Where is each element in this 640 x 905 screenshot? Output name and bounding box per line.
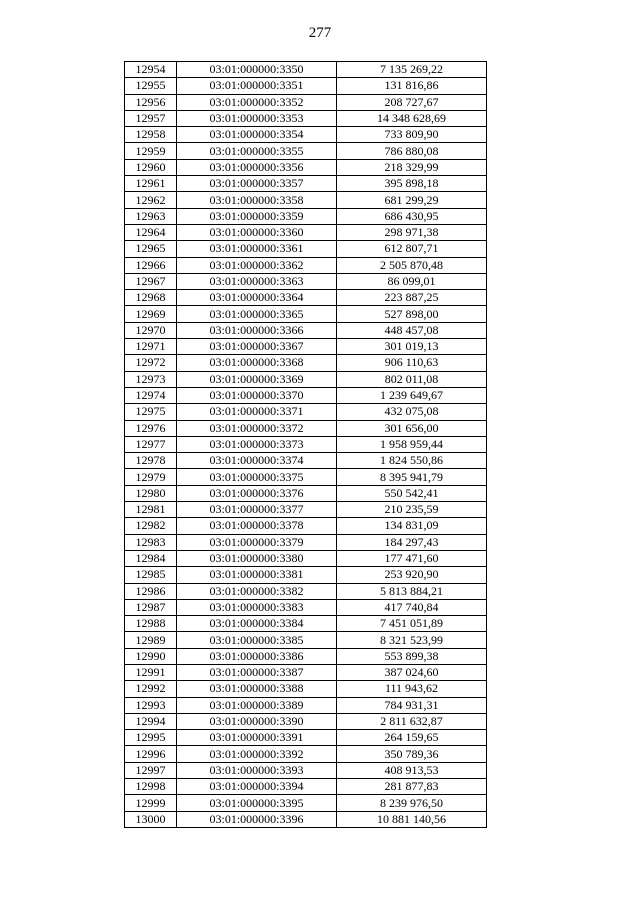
cadastral-number-cell: 03:01:000000:3359	[177, 208, 337, 224]
cadastral-number-cell: 03:01:000000:3372	[177, 420, 337, 436]
cadastral-number-cell: 03:01:000000:3394	[177, 779, 337, 795]
cadastral-number-cell: 03:01:000000:3353	[177, 110, 337, 126]
table-row	[125, 273, 487, 289]
cadastral-number-cell: 03:01:000000:3357	[177, 176, 337, 192]
cadastral-value-cell: 14 348 628,69	[337, 110, 487, 126]
cadastral-value-cell: 395 898,18	[337, 176, 487, 192]
cadastral-value-cell: 210 235,59	[337, 502, 487, 518]
row-number-cell: 12958	[125, 127, 177, 143]
row-number-cell: 12966	[125, 257, 177, 273]
cadastral-number-cell: 03:01:000000:3378	[177, 518, 337, 534]
row-number-cell: 13000	[125, 811, 177, 827]
row-number-cell: 12970	[125, 322, 177, 338]
cadastral-number-cell: 03:01:000000:3371	[177, 404, 337, 420]
cadastral-value-cell: 1 958 959,44	[337, 436, 487, 452]
table-row	[125, 550, 487, 566]
cadastral-value-cell: 86 099,01	[337, 273, 487, 289]
cadastral-number-cell: 03:01:000000:3354	[177, 127, 337, 143]
cadastral-number-cell: 03:01:000000:3358	[177, 192, 337, 208]
table-row	[125, 616, 487, 632]
cadastral-number-cell: 03:01:000000:3385	[177, 632, 337, 648]
cadastral-value-cell: 208 727,67	[337, 94, 487, 110]
cadastral-number-cell: 03:01:000000:3387	[177, 664, 337, 680]
cadastral-number-cell: 03:01:000000:3392	[177, 746, 337, 762]
row-number-cell: 12967	[125, 273, 177, 289]
row-number-cell: 12988	[125, 616, 177, 632]
cadastral-value-cell: 131 816,86	[337, 78, 487, 94]
cadastral-value-cell: 8 239 976,50	[337, 795, 487, 811]
table-row	[125, 762, 487, 778]
row-number-cell: 12984	[125, 550, 177, 566]
row-number-cell: 12962	[125, 192, 177, 208]
table-row	[125, 159, 487, 175]
row-number-cell: 12972	[125, 355, 177, 371]
cadastral-value-cell: 264 159,65	[337, 730, 487, 746]
table-row	[125, 664, 487, 680]
cadastral-value-cell: 281 877,83	[337, 779, 487, 795]
cadastral-number-cell: 03:01:000000:3383	[177, 599, 337, 615]
row-number-cell: 12974	[125, 387, 177, 403]
cadastral-number-cell: 03:01:000000:3374	[177, 453, 337, 469]
cadastral-value-cell: 298 971,38	[337, 224, 487, 240]
cadastral-number-cell: 03:01:000000:3352	[177, 94, 337, 110]
cadastral-value-cell: 223 887,25	[337, 290, 487, 306]
cadastral-number-cell: 03:01:000000:3368	[177, 355, 337, 371]
cadastral-number-cell: 03:01:000000:3365	[177, 306, 337, 322]
table-row	[125, 779, 487, 795]
cadastral-number-cell: 03:01:000000:3363	[177, 273, 337, 289]
cadastral-value-cell: 550 542,41	[337, 485, 487, 501]
row-number-cell: 12977	[125, 436, 177, 452]
table-row	[125, 192, 487, 208]
table-row	[125, 224, 487, 240]
row-number-cell: 12957	[125, 110, 177, 126]
row-number-cell: 12996	[125, 746, 177, 762]
cadastral-value-cell: 2 505 870,48	[337, 257, 487, 273]
table-row	[125, 94, 487, 110]
row-number-cell: 12969	[125, 306, 177, 322]
cadastral-number-cell: 03:01:000000:3389	[177, 697, 337, 713]
cadastral-value-cell: 553 899,38	[337, 648, 487, 664]
table-row	[125, 62, 487, 78]
table-row	[125, 322, 487, 338]
table-row	[125, 534, 487, 550]
row-number-cell: 12980	[125, 485, 177, 501]
cadastral-number-cell: 03:01:000000:3393	[177, 762, 337, 778]
table-row	[125, 404, 487, 420]
row-number-cell: 12968	[125, 290, 177, 306]
cadastral-value-cell: 417 740,84	[337, 599, 487, 615]
cadastral-value-cell: 432 075,08	[337, 404, 487, 420]
cadastral-value-cell: 253 920,90	[337, 567, 487, 583]
table-row	[125, 371, 487, 387]
cadastral-value-table	[124, 61, 487, 828]
cadastral-number-cell: 03:01:000000:3391	[177, 730, 337, 746]
row-number-cell: 12989	[125, 632, 177, 648]
cadastral-number-cell: 03:01:000000:3373	[177, 436, 337, 452]
row-number-cell: 12999	[125, 795, 177, 811]
row-number-cell: 12998	[125, 779, 177, 795]
table-row	[125, 241, 487, 257]
cadastral-value-cell: 7 451 051,89	[337, 616, 487, 632]
row-number-cell: 12982	[125, 518, 177, 534]
cadastral-value-cell: 8 395 941,79	[337, 469, 487, 485]
cadastral-value-cell: 218 329,99	[337, 159, 487, 175]
row-number-cell: 12973	[125, 371, 177, 387]
cadastral-value-cell: 177 471,60	[337, 550, 487, 566]
cadastral-number-cell: 03:01:000000:3367	[177, 339, 337, 355]
row-number-cell: 12990	[125, 648, 177, 664]
row-number-cell: 12954	[125, 62, 177, 78]
cadastral-number-cell: 03:01:000000:3395	[177, 795, 337, 811]
row-number-cell: 12955	[125, 78, 177, 94]
cadastral-number-cell: 03:01:000000:3364	[177, 290, 337, 306]
row-number-cell: 12975	[125, 404, 177, 420]
cadastral-number-cell: 03:01:000000:3355	[177, 143, 337, 159]
row-number-cell: 12997	[125, 762, 177, 778]
row-number-cell: 12971	[125, 339, 177, 355]
table-row	[125, 502, 487, 518]
table-row	[125, 469, 487, 485]
row-number-cell: 12965	[125, 241, 177, 257]
cadastral-number-cell: 03:01:000000:3384	[177, 616, 337, 632]
cadastral-value-cell: 1 824 550,86	[337, 453, 487, 469]
table-row	[125, 485, 487, 501]
row-number-cell: 12979	[125, 469, 177, 485]
cadastral-value-cell: 134 831,09	[337, 518, 487, 534]
table-row	[125, 746, 487, 762]
row-number-cell: 12959	[125, 143, 177, 159]
table-body	[125, 62, 487, 828]
table-row	[125, 436, 487, 452]
table-row	[125, 387, 487, 403]
row-number-cell: 12961	[125, 176, 177, 192]
page-number: 277	[308, 25, 332, 41]
cadastral-value-cell: 7 135 269,22	[337, 62, 487, 78]
cadastral-value-cell: 111 943,62	[337, 681, 487, 697]
cadastral-value-cell: 387 024,60	[337, 664, 487, 680]
row-number-cell: 12978	[125, 453, 177, 469]
table-row	[125, 795, 487, 811]
table-row	[125, 78, 487, 94]
row-number-cell: 12995	[125, 730, 177, 746]
cadastral-value-cell: 350 789,36	[337, 746, 487, 762]
cadastral-value-cell: 184 297,43	[337, 534, 487, 550]
cadastral-value-cell: 408 913,53	[337, 762, 487, 778]
cadastral-value-cell: 10 881 140,56	[337, 811, 487, 827]
cadastral-number-cell: 03:01:000000:3360	[177, 224, 337, 240]
cadastral-value-cell: 2 811 632,87	[337, 713, 487, 729]
row-number-cell: 12976	[125, 420, 177, 436]
cadastral-value-cell: 301 019,13	[337, 339, 487, 355]
table-row	[125, 681, 487, 697]
cadastral-value-cell: 1 239 649,67	[337, 387, 487, 403]
row-number-cell: 12992	[125, 681, 177, 697]
table-row	[125, 420, 487, 436]
cadastral-number-cell: 03:01:000000:3377	[177, 502, 337, 518]
cadastral-number-cell: 03:01:000000:3381	[177, 567, 337, 583]
cadastral-number-cell: 03:01:000000:3369	[177, 371, 337, 387]
row-number-cell: 12964	[125, 224, 177, 240]
cadastral-number-cell: 03:01:000000:3361	[177, 241, 337, 257]
table-row	[125, 811, 487, 827]
cadastral-number-cell: 03:01:000000:3390	[177, 713, 337, 729]
cadastral-value-cell: 612 807,71	[337, 241, 487, 257]
table-row	[125, 453, 487, 469]
table-row	[125, 599, 487, 615]
row-number-cell: 12991	[125, 664, 177, 680]
cadastral-number-cell: 03:01:000000:3370	[177, 387, 337, 403]
cadastral-number-cell: 03:01:000000:3366	[177, 322, 337, 338]
table-row	[125, 176, 487, 192]
cadastral-value-cell: 802 011,08	[337, 371, 487, 387]
cadastral-value-cell: 527 898,00	[337, 306, 487, 322]
table-row	[125, 355, 487, 371]
row-number-cell: 12987	[125, 599, 177, 615]
cadastral-number-cell: 03:01:000000:3375	[177, 469, 337, 485]
cadastral-value-cell: 5 813 884,21	[337, 583, 487, 599]
cadastral-value-cell: 686 430,95	[337, 208, 487, 224]
row-number-cell: 12960	[125, 159, 177, 175]
table-row	[125, 290, 487, 306]
cadastral-number-cell: 03:01:000000:3362	[177, 257, 337, 273]
cadastral-value-cell: 448 457,08	[337, 322, 487, 338]
cadastral-value-cell: 8 321 523,99	[337, 632, 487, 648]
cadastral-number-cell: 03:01:000000:3386	[177, 648, 337, 664]
table-row	[125, 518, 487, 534]
table-row	[125, 632, 487, 648]
table-row	[125, 110, 487, 126]
cadastral-value-cell: 681 299,29	[337, 192, 487, 208]
table-row	[125, 648, 487, 664]
table-row	[125, 339, 487, 355]
cadastral-value-cell: 301 656,00	[337, 420, 487, 436]
row-number-cell: 12981	[125, 502, 177, 518]
cadastral-number-cell: 03:01:000000:3379	[177, 534, 337, 550]
cadastral-number-cell: 03:01:000000:3350	[177, 62, 337, 78]
cadastral-number-cell: 03:01:000000:3382	[177, 583, 337, 599]
cadastral-value-cell: 733 809,90	[337, 127, 487, 143]
cadastral-number-cell: 03:01:000000:3376	[177, 485, 337, 501]
table-row	[125, 143, 487, 159]
row-number-cell: 12994	[125, 713, 177, 729]
table-row	[125, 306, 487, 322]
cadastral-number-cell: 03:01:000000:3388	[177, 681, 337, 697]
row-number-cell: 12986	[125, 583, 177, 599]
row-number-cell: 12993	[125, 697, 177, 713]
row-number-cell: 12963	[125, 208, 177, 224]
row-number-cell: 12985	[125, 567, 177, 583]
table-row	[125, 583, 487, 599]
cadastral-value-cell: 784 931,31	[337, 697, 487, 713]
row-number-cell: 12956	[125, 94, 177, 110]
cadastral-number-cell: 03:01:000000:3396	[177, 811, 337, 827]
table-row	[125, 713, 487, 729]
cadastral-number-cell: 03:01:000000:3356	[177, 159, 337, 175]
table-row	[125, 208, 487, 224]
cadastral-value-cell: 906 110,63	[337, 355, 487, 371]
cadastral-number-cell: 03:01:000000:3380	[177, 550, 337, 566]
table-row	[125, 567, 487, 583]
table-row	[125, 257, 487, 273]
cadastral-value-cell: 786 880,08	[337, 143, 487, 159]
table-row	[125, 127, 487, 143]
cadastral-number-cell: 03:01:000000:3351	[177, 78, 337, 94]
table-row	[125, 730, 487, 746]
table-row	[125, 697, 487, 713]
row-number-cell: 12983	[125, 534, 177, 550]
